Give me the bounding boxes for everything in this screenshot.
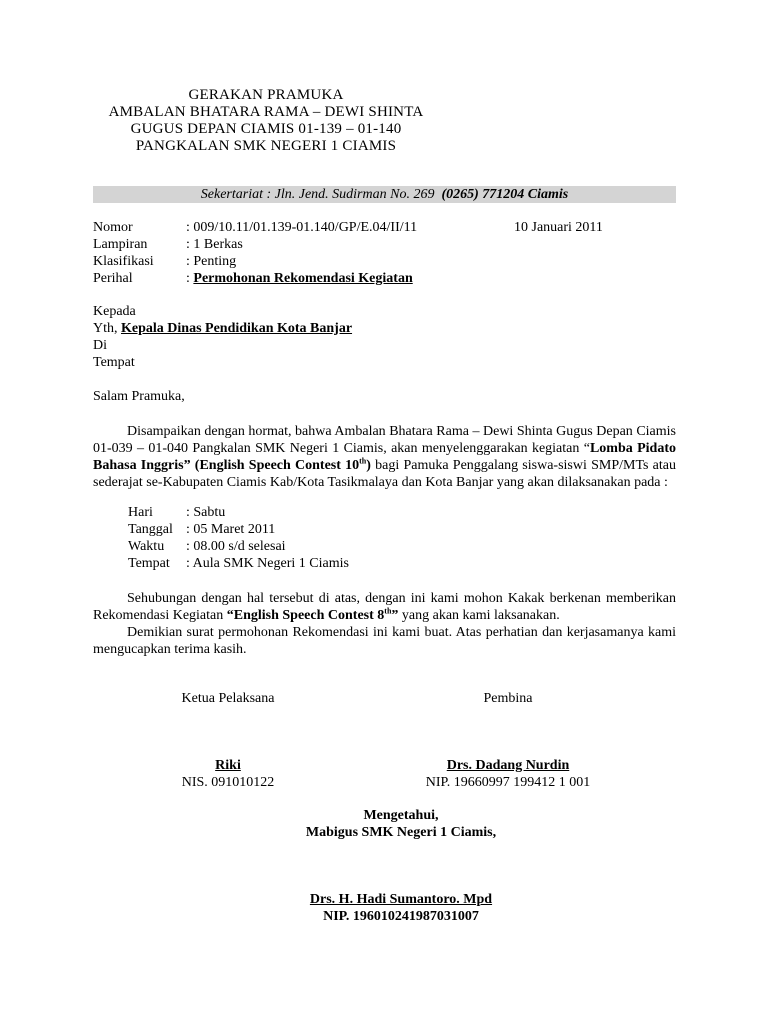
p1-text-a: Disampaikan dengan hormat, bahwa Ambalan Bhatara Rama – Dewi Shinta Gugus Depan Ciamis 01-039 – 01-040 Pangkalan SMK Negeri 1 Ciamis, akan menyelenggarakan kegiatan “	[93, 424, 676, 456]
p2-sup: th	[384, 606, 392, 616]
secretariat-phone: (0265) 771204 Ciamis	[441, 187, 569, 202]
perihal-label: Perihal	[93, 271, 133, 286]
p2-close: ”	[391, 608, 399, 623]
recipient-line	[93, 321, 352, 337]
recipient-name: Kepala Dinas Pendidikan Kota Banjar	[121, 321, 353, 336]
schedule-tempat-label: Tempat	[128, 556, 170, 571]
nomor-value: : 009/10.11/01.139-01.140/GP/E.04/II/11	[186, 220, 418, 235]
perihal-row	[186, 271, 413, 287]
bottom-sign-name: Drs. H. Hadi Sumantoro. Mpd	[309, 892, 493, 907]
p1-close: )	[366, 458, 371, 473]
schedule-hari-value: : Sabtu	[186, 505, 226, 520]
acknowledge-org: Mabigus SMK Negeri 1 Ciamis,	[305, 825, 497, 840]
schedule-tempat-value: : Aula SMK Negeri 1 Ciamis	[186, 556, 349, 571]
schedule-tanggal-label: Tanggal	[128, 522, 173, 537]
perihal-value: Permohonan Rekomendasi Kegiatan	[193, 271, 413, 286]
lampiran-label: Lampiran	[93, 237, 148, 252]
schedule-waktu-label: Waktu	[128, 539, 165, 554]
paragraph-1	[93, 423, 676, 491]
secretariat-line	[93, 186, 676, 203]
yth: Yth,	[93, 321, 121, 336]
p2-text-b: yang akan kami laksanakan.	[398, 608, 560, 623]
greeting: Salam Pramuka,	[93, 389, 185, 404]
org-name: GERAKAN PRAMUKA	[188, 87, 344, 103]
p2-event: “English Speech Contest 8	[226, 608, 385, 623]
ambalan-name: AMBALAN BHATARA RAMA – DEWI SHINTA	[108, 104, 424, 120]
right-sign-title: Pembina	[483, 691, 533, 706]
bottom-sign-name-row	[201, 892, 601, 908]
p1-event: Lomba Pidato Bahasa Inggris” (English Speech Contest 10	[93, 441, 676, 473]
right-sign-name: Drs. Dadang Nurdin	[446, 758, 570, 773]
letter-date: 10 Januari 2011	[514, 220, 603, 235]
tempat: Tempat	[93, 355, 135, 370]
klasifikasi-value: : Penting	[186, 254, 237, 269]
schedule-waktu-value: : 08.00 s/d selesai	[186, 539, 286, 554]
schedule-tanggal-value: : 05 Maret 2011	[186, 522, 276, 537]
pangkalan: PANGKALAN SMK NEGERI 1 CIAMIS	[135, 138, 397, 154]
klasifikasi-label: Klasifikasi	[93, 254, 154, 269]
bottom-sign-id: NIP. 196010241987031007	[323, 909, 479, 924]
left-sign-title: Ketua Pelaksana	[181, 691, 275, 706]
left-sign-id: NIS. 091010122	[181, 775, 275, 790]
right-sign-id: NIP. 19660997 199412 1 001	[425, 775, 591, 790]
secretariat-address: Sekertariat : Jln. Jend. Sudirman No. 269	[200, 187, 435, 202]
di: Di	[93, 338, 107, 353]
kepada: Kepada	[93, 304, 136, 319]
paragraph-3: Demikian surat permohonan Rekomendasi ini kami buat. Atas perhatian dan kerjasamanya kami mengucapkan terima kasih.	[93, 625, 676, 657]
p1-sup: th	[359, 456, 367, 466]
lampiran-value: : 1 Berkas	[186, 237, 243, 252]
acknowledge: Mengetahui,	[363, 808, 439, 823]
nomor-label: Nomor	[93, 220, 133, 235]
left-sign-name-row	[128, 758, 328, 774]
left-sign-name: Riki	[215, 758, 241, 773]
p2-text-a: Sehubungan dengan hal tersebut di atas, dengan ini kami mohon Kakak berkenan memberikan Rekomendasi Kegiatan	[93, 591, 676, 623]
right-sign-name-row	[408, 758, 608, 774]
p1-text-b: bagi Pamuka Penggalang siswa-siswi SMP/MTs atau sederajat se-Kabupaten Ciamis Kab/Kota Tasikmalaya dan Kota Banjar yang akan dilaksanakan pada :	[93, 458, 676, 490]
gugus-depan: GUGUS DEPAN CIAMIS 01-139 – 01-140	[130, 121, 402, 137]
perihal-colon: :	[186, 271, 194, 286]
paragraph-2	[93, 590, 676, 658]
schedule-hari-label: Hari	[128, 505, 153, 520]
